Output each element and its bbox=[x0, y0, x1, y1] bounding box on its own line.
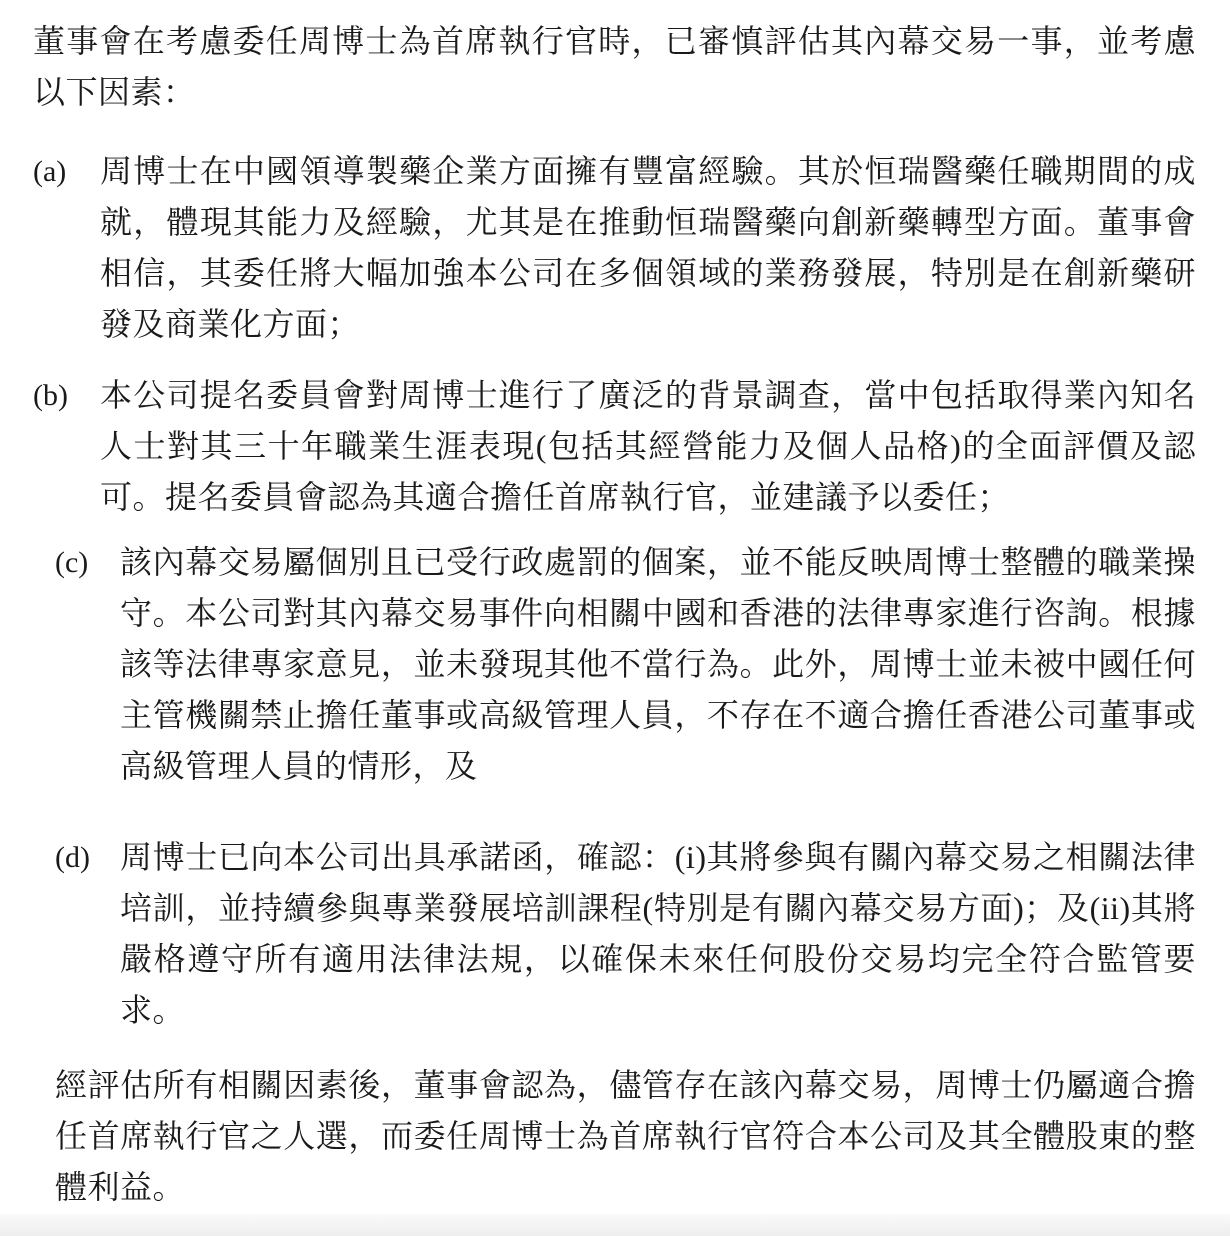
list-item-d bbox=[55, 832, 1196, 1036]
text-line: 嚴格遵守所有適用法律法規，以確保未來任何股份交易均完全符合監管要 bbox=[120, 941, 1196, 977]
item-label-b: (b) bbox=[33, 379, 68, 412]
text-line: 本公司提名委員會對周博士進行了廣泛的背景調查，當中包括取得業內知名 bbox=[100, 377, 1196, 413]
item-body-d bbox=[120, 832, 1196, 1036]
text-line: 該等法律專家意見，並未發現其他不當行為。此外，周博士並未被中國任何 bbox=[120, 646, 1196, 682]
text-line: 主管機關禁止擔任董事或高級管理人員，不存在不適合擔任香港公司董事或 bbox=[120, 697, 1196, 733]
item-label-c: (c) bbox=[55, 546, 89, 579]
conclusion-paragraph bbox=[55, 1060, 1196, 1213]
text-line: 高級管理人員的情形，及 bbox=[120, 748, 478, 784]
text-line: 人士對其三十年職業生涯表現(包括其經營能力及個人品格)的全面評價及認 bbox=[100, 428, 1196, 464]
item-body-c bbox=[120, 537, 1196, 792]
text-line: 董事會在考慮委任周博士為首席執行官時，已審慎評估其內幕交易一事，並考慮 bbox=[33, 23, 1196, 59]
text-line: 相信，其委任將大幅加強本公司在多個領域的業務發展，特別是在創新藥研 bbox=[100, 255, 1196, 291]
text-line: 守。本公司對其內幕交易事件向相關中國和香港的法律專家進行咨詢。根據 bbox=[120, 595, 1196, 631]
item-body-a bbox=[100, 146, 1196, 350]
text-line: 周博士在中國領導製藥企業方面擁有豐富經驗。其於恒瑞醫藥任職期間的成 bbox=[100, 153, 1196, 189]
text-line: 體利益。 bbox=[55, 1169, 186, 1205]
text-line: 發及商業化方面； bbox=[100, 306, 361, 342]
item-label-d: (d) bbox=[55, 841, 90, 874]
list-item-b bbox=[33, 370, 1196, 523]
text-line: 求。 bbox=[120, 992, 186, 1028]
text-line: 可。提名委員會認為其適合擔任首席執行官，並建議予以委任； bbox=[100, 479, 1011, 515]
text-line: 培訓，並持續參與專業發展培訓課程(特別是有關內幕交易方面)；及(ii)其將 bbox=[120, 890, 1196, 926]
item-body-b bbox=[100, 370, 1196, 523]
text-line: 以下因素： bbox=[33, 74, 196, 110]
list-item-a bbox=[33, 146, 1196, 350]
list-item-c bbox=[55, 537, 1196, 792]
text-line: 經評估所有相關因素後，董事會認為，儘管存在該內幕交易，周博士仍屬適合擔 bbox=[55, 1067, 1196, 1103]
text-line: 周博士已向本公司出具承諾函，確認：(i)其將參與有關內幕交易之相關法律 bbox=[120, 839, 1196, 875]
item-label-a: (a) bbox=[33, 155, 67, 188]
intro-paragraph bbox=[33, 16, 1196, 118]
text-line: 任首席執行官之人選，而委任周博士為首席執行官符合本公司及其全體股東的整 bbox=[55, 1118, 1196, 1154]
text-line: 就，體現其能力及經驗，尤其是在推動恒瑞醫藥向創新藥轉型方面。董事會 bbox=[100, 204, 1196, 240]
text-line: 該內幕交易屬個別且已受行政處罰的個案，並不能反映周博士整體的職業操 bbox=[120, 544, 1196, 580]
page-bottom-edge bbox=[0, 1214, 1230, 1236]
